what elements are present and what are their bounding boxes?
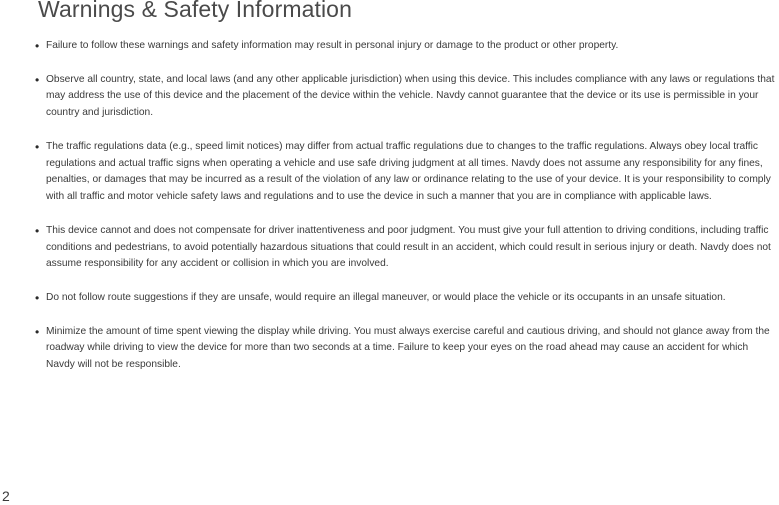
bullet-marker: • <box>35 39 40 53</box>
warning-text: The traffic regulations data (e.g., speed limit notices) may differ from actual traffic regulations due to changes to the traffic regulations. Always obey local traffic regulations and actual traffic signs when operating a vehicle and use safe driving judgment at all times. Navdy does not assume any responsibility for any fines, penalties, or damages that may be incurred as a result of the violation of any law or ordinance relating to the use of your device. It is your responsibility to comply with all traffic and motor vehicle safety laws and regulations and to use the device in such a manner that you are in compliance with applicable laws. <box>46 140 771 203</box>
bullet-marker: • <box>35 324 40 339</box>
warning-item <box>35 139 779 206</box>
bullet-marker: • <box>35 139 40 154</box>
warning-item <box>35 290 779 307</box>
warning-text: Minimize the amount of time spent viewing the display while driving. You must always exercise careful and cautious driving, and should not glance away from the roadway while driving to view the device for more than two seconds at a time. Failure to keep your eyes on the road ahead may cause an accident for which Navdy will not be responsible. <box>46 325 770 371</box>
page-number: 2 <box>2 488 10 504</box>
warning-item <box>35 324 779 374</box>
warning-text: Failure to follow these warnings and safety information may result in personal injury or damage to the product or other property. <box>46 40 619 51</box>
bullet-marker: • <box>35 223 40 238</box>
warning-item <box>35 223 779 273</box>
warning-text: Do not follow route suggestions if they are unsafe, would require an illegal maneuver, or would place the vehicle or its occupants in an unsafe situation. <box>46 291 726 303</box>
warning-item <box>35 72 779 122</box>
bullet-marker: • <box>35 290 40 305</box>
page-title: Warnings & Safety Information <box>38 0 352 22</box>
warning-text: This device cannot and does not compensate for driver inattentiveness and poor judgment. You must give your full attention to driving conditions, including traffic conditions and pedestrians, to avoid potentially hazardous situations that could result in an accident, which could result in serious injury or death. Navdy does not assume responsibility for any accident or collision in which you are involved. <box>46 224 771 270</box>
bullet-marker: • <box>35 72 40 87</box>
warning-item <box>35 38 779 55</box>
warning-text: Observe all country, state, and local laws (and any other applicable jurisdiction) when using this device. This includes compliance with any laws or regulations that may address the use of this device and the placement of the device within the vehicle. Navdy cannot guarantee that the device or its use is permissible in your country and jurisdiction. <box>46 73 775 119</box>
warnings-list <box>35 38 779 391</box>
